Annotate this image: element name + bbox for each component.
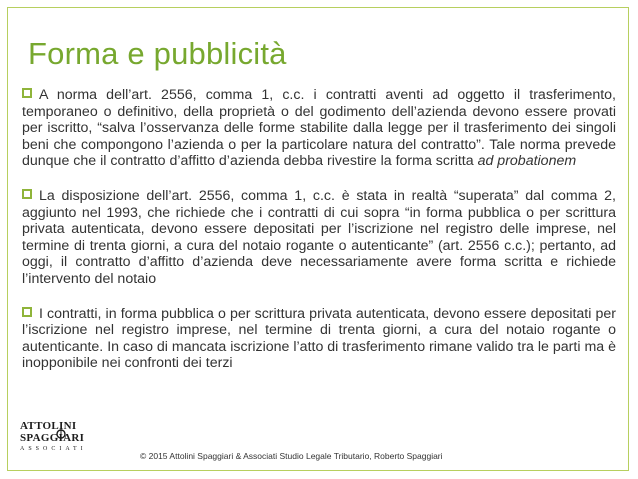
- paragraph-3: [22, 306, 616, 372]
- logo-line-3: ASSOCIATI: [20, 446, 87, 452]
- paragraph-text: La disposizione dell’art. 2556, comma 1, c.c. è stata in realtà “superata” dal comma 2, aggiunto nel 1993, che richiede che i contratti di cui sopra “in forma pubblica o per scrittura privata autenticata, devono essere depositati per l’iscrizione nel registro delle imprese, nel termine di trenta giorni, a cura del notaio rogante o autenticante” (art. 2556 c.c.); pertanto, ad oggi, il contratto d’affitto d’azienda deve necessariamente avere forma scritta e richiede l’intervento del notaio: [22, 187, 616, 287]
- paragraph-emphasis: ad probationem: [477, 153, 577, 170]
- paragraph-text: A norma dell’art. 2556, comma 1, c.c. i contratti aventi ad oggetto il trasferimento, temporaneo o definitivo, della proprietà o del godimento dell’azienda devono essere provati per iscritto, “salva l’osservanza delle forme stabilite dalla legge per il trasferimento dei singoli beni che compongono l’azienda o per la particolare natura del contratto”. Tale norma prevede dunque che il contratto d’affitto d’azienda debba rivestire la forma scritta: [22, 87, 616, 170]
- paragraph-1: [22, 87, 616, 170]
- firm-logo: [20, 420, 87, 460]
- square-bullet-icon: [22, 88, 32, 98]
- logo-line-1: ATTOLINI: [20, 420, 77, 432]
- logo-emblem-icon: [55, 428, 67, 440]
- paragraph-2: [22, 188, 616, 288]
- slide-title: Forma e pubblicità: [28, 36, 287, 71]
- square-bullet-icon: [22, 189, 32, 199]
- footer-copyright: © 2015 Attolini Spaggiari & Associati Studio Legale Tributario, Roberto Spaggiari: [140, 451, 443, 461]
- logo-line-2: SPAGGIARI: [20, 432, 85, 444]
- square-bullet-icon: [22, 307, 32, 317]
- slide-body: [22, 87, 616, 372]
- paragraph-text: I contratti, in forma pubblica o per scrittura privata autenticata, devono essere depositati per l’iscrizione nel registro imprese, nel termine di trenta giorni, a cura del notaio rogante o autenticante. In caso di mancata iscrizione l’atto di trasferimento rimane valido tra le parti ma è inopponibile nei confronti dei terzi: [22, 305, 616, 372]
